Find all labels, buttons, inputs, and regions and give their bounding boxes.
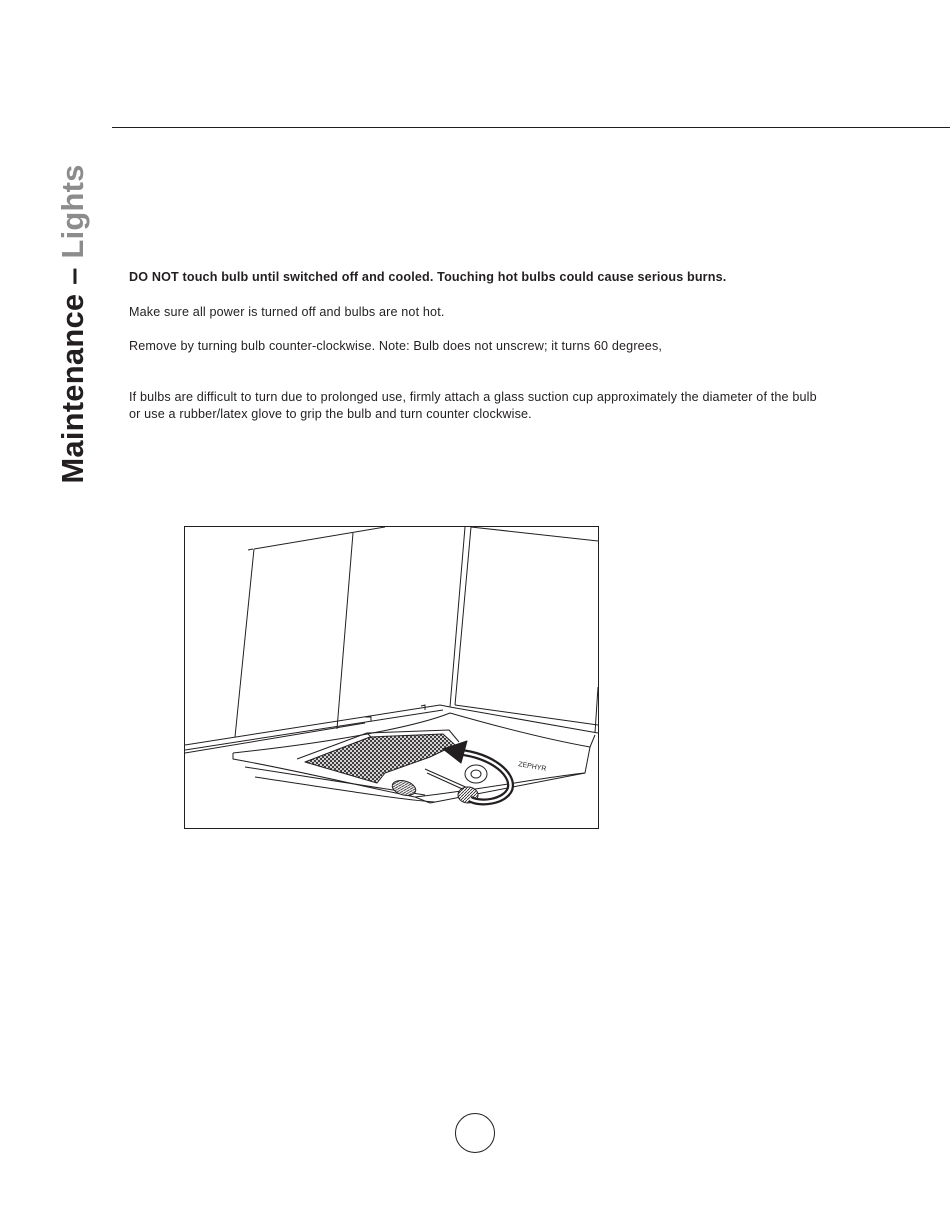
range-hood-bulb-removal-icon xyxy=(185,527,598,828)
instruction-remove-bulb: Remove by turning bulb counter-clockwise. Note: Bulb does not unscrew; it turns 60 degrees, xyxy=(129,339,663,353)
warning-text: DO NOT touch bulb until switched off and cooled. Touching hot bulbs could cause serious burns. xyxy=(129,270,727,284)
instruction-power-off: Make sure all power is turned off and bulbs are not hot. xyxy=(129,305,445,319)
instruction-difficult-bulbs: If bulbs are difficult to turn due to prolonged use, firmly attach a glass suction cup approximately the diameter of the bulb or use a rubber/latex glove to grip the bulb and turn counter clockwise. xyxy=(129,390,817,421)
section-title-sub: Lights xyxy=(55,164,90,259)
range-hood-illustration xyxy=(184,526,599,829)
section-title-main: Maintenance xyxy=(55,293,90,484)
header-rule xyxy=(112,127,950,128)
section-title-dash: – xyxy=(55,258,90,294)
page-number-circle xyxy=(455,1113,495,1153)
brand-mark: ZEPHYR xyxy=(517,761,547,773)
section-title xyxy=(55,164,91,483)
